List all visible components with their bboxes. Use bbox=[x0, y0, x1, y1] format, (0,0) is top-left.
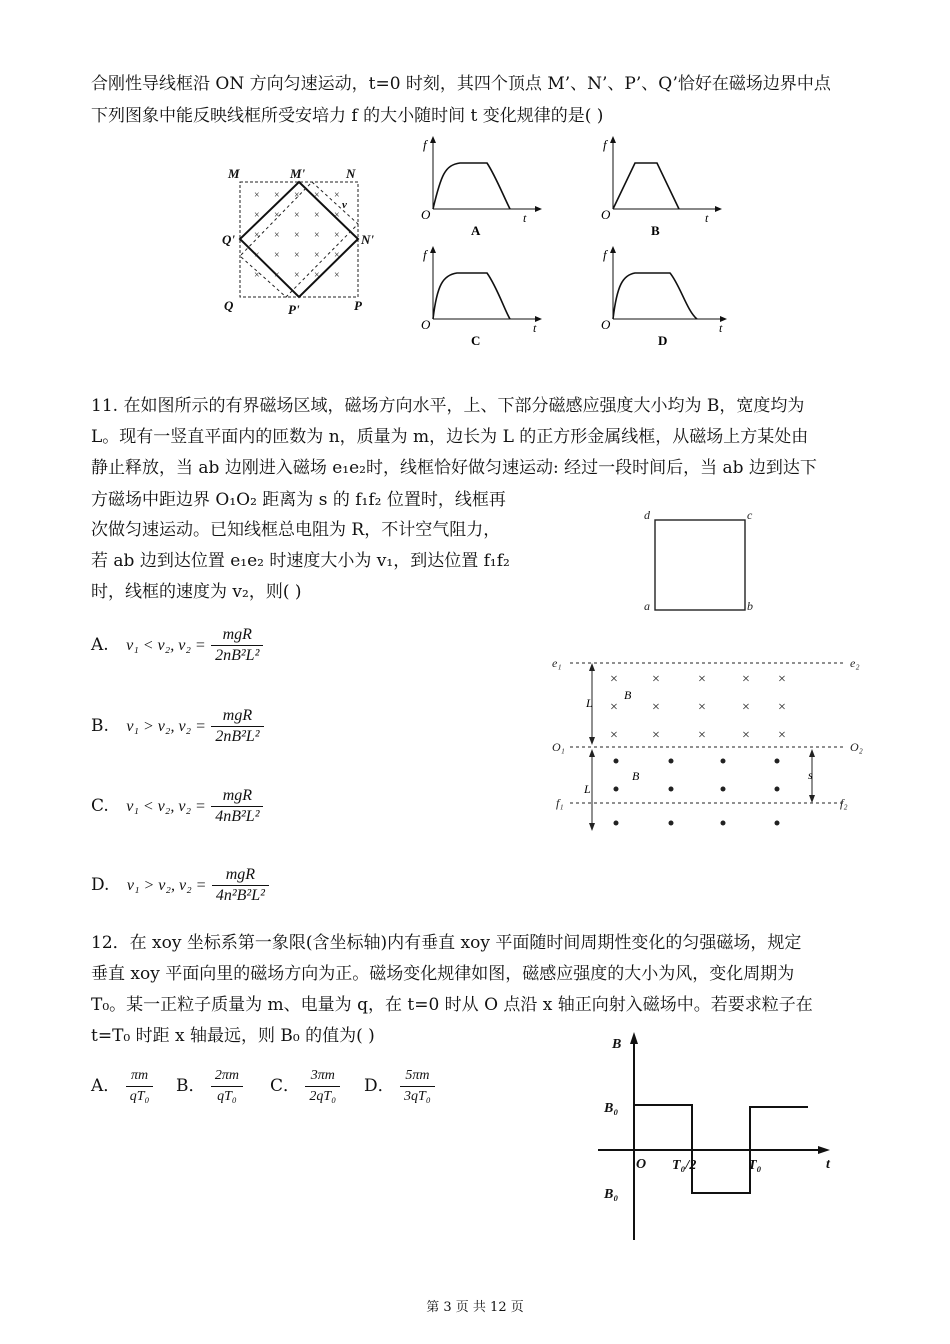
q11-line-6: 若 ab 边到达位置 e₁e₂ 时速度大小为 v₁，到达位置 f₁f₂ bbox=[91, 551, 510, 571]
label-T0-half: T₀/2 bbox=[672, 1158, 697, 1173]
q11-line-4: 方磁场中距边界 O₁O₂ 距离为 s 的 f₁f₂ 位置时，线框再 bbox=[91, 490, 506, 510]
q12-option-C[interactable]: C． $\frac{3\pi m}{\text{2qT₀}}$ bbox=[270, 1066, 340, 1107]
svg-text:×: × bbox=[778, 700, 786, 715]
page-footer: 第 3 页 共 12 页 bbox=[426, 1300, 524, 1315]
svg-text:×: × bbox=[274, 270, 280, 281]
svg-text:×: × bbox=[274, 190, 280, 201]
svg-text:×: × bbox=[778, 672, 786, 687]
svg-text:×: × bbox=[314, 230, 320, 241]
svg-text:×: × bbox=[314, 270, 320, 281]
q12-line-1: 12．在 xoy 坐标系第一象限(含坐标轴)内有垂直 xoy 平面随时间周期性变化的匀强磁场，规定 bbox=[91, 933, 802, 953]
q11-line-2: L。现有一竖直平面内的匝数为 n，质量为 m，边长为 L 的正方形金属线框，从磁场上方某处由 bbox=[91, 427, 809, 447]
label-e1: e₁ bbox=[552, 656, 562, 670]
label-B-lower: B bbox=[632, 769, 640, 783]
svg-text:×: × bbox=[652, 700, 660, 715]
svg-text:×: × bbox=[334, 270, 340, 281]
svg-text:×: × bbox=[254, 210, 260, 221]
axis-t: t bbox=[533, 321, 537, 335]
label-N: N bbox=[346, 166, 356, 181]
q12-line-2: 垂直 xoy 平面向里的磁场方向为正。磁场变化规律如图，磁感应强度的大小为风，变化周期为 bbox=[91, 964, 795, 984]
label-B-upper: B bbox=[624, 688, 632, 702]
svg-text:×: × bbox=[334, 250, 340, 261]
axis-B: B bbox=[612, 1037, 622, 1052]
label-c: c bbox=[747, 508, 753, 522]
label-N-prime: N' bbox=[361, 232, 374, 247]
svg-text:×: × bbox=[698, 728, 706, 743]
label-d: d bbox=[644, 508, 650, 522]
axis-origin: O bbox=[601, 207, 611, 222]
axis-f: f bbox=[423, 247, 427, 262]
label-Q-prime: Q' bbox=[222, 232, 235, 247]
q11-option-C[interactable]: C. v₁ < v₂, v₂ = $\frac{\text{mgR}}{\text{4nB²L²}}$ bbox=[91, 786, 263, 827]
svg-text:×: × bbox=[742, 728, 750, 743]
svg-text:×: × bbox=[698, 700, 706, 715]
label-P: P bbox=[354, 298, 362, 313]
svg-text:×: × bbox=[652, 728, 660, 743]
svg-text:×: × bbox=[274, 230, 280, 241]
svg-text:×: × bbox=[742, 700, 750, 715]
svg-text:×: × bbox=[274, 250, 280, 261]
axis-t: t bbox=[826, 1157, 830, 1172]
graph-label-C: C bbox=[471, 333, 481, 348]
q12-option-D[interactable]: D． $\frac{5\pi m}{\text{3qT₀}}$ bbox=[364, 1066, 435, 1107]
label-b: b bbox=[747, 599, 753, 613]
label-f2: f₂ bbox=[840, 796, 848, 810]
label-Q: Q bbox=[224, 298, 234, 313]
svg-text:×: × bbox=[294, 210, 300, 221]
axis-origin: O bbox=[421, 317, 431, 332]
label-O2: O₂ bbox=[850, 740, 863, 754]
label-f1: f₁ bbox=[556, 796, 564, 810]
axis-t: t bbox=[719, 321, 723, 335]
svg-text:×: × bbox=[294, 250, 300, 261]
svg-text:×: × bbox=[610, 728, 618, 743]
q11-option-D[interactable]: D. v₁ > v₂, v₂ = $\frac{\text{mgR}}{\text{4n²B²L²}}$ bbox=[91, 865, 269, 906]
svg-text:×: × bbox=[294, 190, 300, 201]
q11-line-3: 静止释放，当 ab 边刚进入磁场 e₁e₂时，线框恰好做匀速运动: 经过一段时间后，当 ab 边到达下 bbox=[91, 458, 817, 478]
label-O1: O₁ bbox=[552, 740, 565, 754]
label-P-prime: P' bbox=[288, 302, 300, 317]
graph-label-B: B bbox=[651, 223, 660, 238]
q11-line-7: 时，线框的速度为 v₂，则( ) bbox=[91, 582, 302, 602]
axis-origin: O bbox=[601, 317, 611, 332]
svg-text:×: × bbox=[610, 700, 618, 715]
label-T0: T₀ bbox=[748, 1158, 762, 1173]
label-M: M bbox=[228, 166, 240, 181]
svg-text:×: × bbox=[334, 230, 340, 241]
label-B0-negative: B₀ bbox=[604, 1187, 619, 1202]
axis-t: t bbox=[705, 211, 709, 225]
svg-text:×: × bbox=[274, 210, 280, 221]
graph-D bbox=[595, 245, 735, 350]
label-M-prime: M' bbox=[290, 166, 306, 181]
graph-B bbox=[595, 135, 725, 240]
label-s: s bbox=[808, 768, 813, 782]
svg-text:×: × bbox=[254, 270, 260, 281]
graph-C bbox=[415, 245, 545, 350]
q11-option-A[interactable]: A. v₁ < v₂, v₂ = $\frac{\text{mgR}}{\text{2nB²L²}}$ bbox=[91, 625, 263, 666]
svg-text:×: × bbox=[254, 230, 260, 241]
label-e2: e₂ bbox=[850, 656, 860, 670]
q11-field-figure bbox=[550, 505, 880, 845]
axis-f: f bbox=[603, 137, 607, 152]
axis-origin: O bbox=[636, 1157, 647, 1172]
q10-line-2: 下列图象中能反映线框所受安培力 f 的大小随时间 t 变化规律的是( ) bbox=[91, 106, 604, 126]
svg-text:×: × bbox=[742, 672, 750, 687]
svg-text:×: × bbox=[314, 210, 320, 221]
svg-text:×: × bbox=[294, 230, 300, 241]
q11-line-1: 11. 在如图所示的有界磁场区域，磁场方向水平，上、下部分磁感应强度大小均为 B，宽度均为 bbox=[91, 396, 805, 416]
svg-text:×: × bbox=[698, 672, 706, 687]
label-a: a bbox=[644, 599, 650, 613]
q11-line-5: 次做匀速运动。已知线框总电阻为 R，不计空气阻力， bbox=[91, 520, 501, 540]
axis-t: t bbox=[523, 211, 527, 225]
q12-line-3: T₀。某一正粒子质量为 m、电量为 q，在 t=0 时从 O 点沿 x 轴正向射入磁场中。若要求粒子在 bbox=[91, 995, 813, 1015]
label-v: v bbox=[342, 199, 347, 211]
q12-line-4: t=T₀ 时距 x 轴最远，则 B₀ 的值为( ) bbox=[91, 1026, 375, 1046]
q10-square-field-figure bbox=[222, 160, 382, 320]
svg-text:×: × bbox=[334, 190, 340, 201]
axis-f: f bbox=[423, 137, 427, 152]
svg-text:×: × bbox=[652, 672, 660, 687]
svg-text:×: × bbox=[254, 250, 260, 261]
svg-text:×: × bbox=[294, 270, 300, 281]
svg-text:×: × bbox=[314, 250, 320, 261]
label-B0: B₀ bbox=[604, 1101, 619, 1116]
axis-origin: O bbox=[421, 207, 431, 222]
q11-option-B[interactable]: B. v₁ > v₂, v₂ = $\frac{\text{mgR}}{\text{2nB²L²}}$ bbox=[91, 706, 264, 747]
svg-text:×: × bbox=[314, 190, 320, 201]
label-L-lower: L bbox=[584, 782, 591, 796]
graph-A bbox=[415, 135, 545, 240]
svg-text:×: × bbox=[334, 210, 340, 221]
svg-text:×: × bbox=[778, 728, 786, 743]
q12-b-t-graph bbox=[590, 1030, 850, 1245]
q10-line-1: 合刚性导线框沿 ON 方向匀速运动，t=0 时刻，其四个顶点 M’、N’、P’、Q’恰好在磁场边界中点 bbox=[91, 74, 831, 94]
axis-f: f bbox=[603, 247, 607, 262]
label-L-upper: L bbox=[586, 696, 593, 710]
graph-label-A: A bbox=[471, 223, 481, 238]
graph-label-D: D bbox=[658, 333, 668, 348]
q12-option-A[interactable]: A． $\frac{\pi m}{\text{qT₀}}$ bbox=[91, 1066, 153, 1107]
svg-text:×: × bbox=[254, 190, 260, 201]
q12-option-B[interactable]: B． $\frac{2\pi m}{\text{qT₀}}$ bbox=[176, 1066, 243, 1107]
svg-text:×: × bbox=[610, 672, 618, 687]
